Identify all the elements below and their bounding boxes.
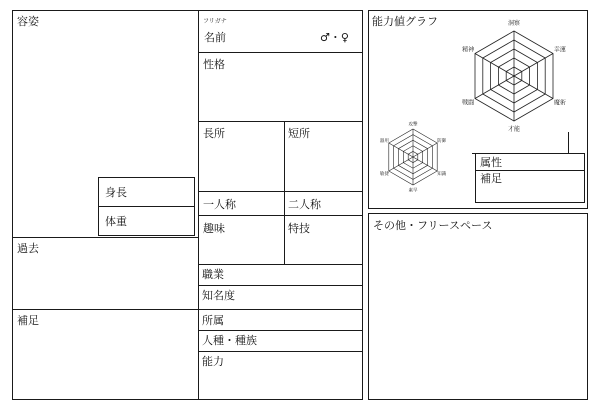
second-person-label: 二人称 <box>288 198 321 211</box>
small-radar-axis-label: 素早 <box>408 188 418 194</box>
small-radar-spoke <box>413 143 437 157</box>
large-radar-spoke <box>514 54 553 77</box>
ability-label: 能力 <box>202 355 224 368</box>
divider <box>476 170 584 171</box>
divider <box>198 52 363 53</box>
height-field[interactable] <box>98 177 195 207</box>
weight-field[interactable] <box>98 206 195 236</box>
divider <box>198 309 363 310</box>
weight-label: 体重 <box>105 215 127 228</box>
furigana-label: フリガナ <box>203 18 227 25</box>
race-label: 人種・種族 <box>202 334 257 347</box>
graph-title: 能力値グラフ <box>372 15 438 28</box>
large-radar-spoke <box>475 76 514 99</box>
small-radar-axis-label: 知識 <box>437 172 447 177</box>
past-label: 過去 <box>17 242 39 255</box>
small-radar-spoke <box>413 157 437 171</box>
large-radar-axis-label: 幸運 <box>553 46 566 54</box>
large-radar-axis-label: 戦闘 <box>462 99 475 107</box>
appearance-label: 容姿 <box>17 15 39 28</box>
small-radar-spoke <box>389 157 413 171</box>
occupation-label: 職業 <box>202 268 224 281</box>
attribute-label: 属性 <box>480 156 502 169</box>
large-radar-axis-label: 魔術 <box>553 99 566 107</box>
weaknesses-label: 短所 <box>288 127 310 140</box>
affiliation-label: 所属 <box>202 314 224 327</box>
attribute-supplement-label: 補足 <box>480 172 502 185</box>
small-radar-axis-label: 攻撃 <box>408 122 418 128</box>
past-box[interactable] <box>12 237 199 310</box>
hobby-label: 趣味 <box>203 222 225 235</box>
divider <box>284 121 285 265</box>
divider <box>198 351 363 352</box>
gender-selector[interactable]: ♂・♀ <box>320 31 349 44</box>
small-radar-axis-label: 敏捷 <box>379 172 389 177</box>
large-radar-spoke <box>475 54 514 77</box>
connector-line <box>568 132 569 154</box>
radar-chart-small <box>372 116 454 196</box>
height-label: 身長 <box>105 186 127 199</box>
divider <box>198 191 363 192</box>
divider <box>198 215 363 216</box>
small-radar-axis-label: 器用 <box>379 139 389 144</box>
strengths-label: 長所 <box>203 127 225 140</box>
radar-chart-large <box>450 16 580 138</box>
divider <box>198 264 363 265</box>
free-space-title: その他・フリースペース <box>373 219 493 232</box>
divider <box>198 285 363 286</box>
large-radar-axis-label: 洞察 <box>507 20 521 27</box>
supplement-label: 補足 <box>17 314 39 327</box>
divider <box>198 330 363 331</box>
fame-label: 知名度 <box>202 289 235 302</box>
small-radar-spoke <box>389 143 413 157</box>
large-radar-spoke <box>514 76 553 99</box>
large-radar-axis-label: 才能 <box>507 126 521 133</box>
personality-label: 性格 <box>203 58 225 71</box>
small-radar-axis-label: 防御 <box>437 139 447 144</box>
free-space-box[interactable] <box>368 213 588 400</box>
skill-label: 特技 <box>288 222 310 235</box>
supplement-box[interactable] <box>12 309 199 400</box>
divider <box>198 121 363 122</box>
attribute-box[interactable] <box>475 153 585 203</box>
first-person-label: 一人称 <box>203 198 236 211</box>
large-radar-axis-label: 精神 <box>462 46 475 54</box>
name-label: 名前 <box>204 31 226 44</box>
